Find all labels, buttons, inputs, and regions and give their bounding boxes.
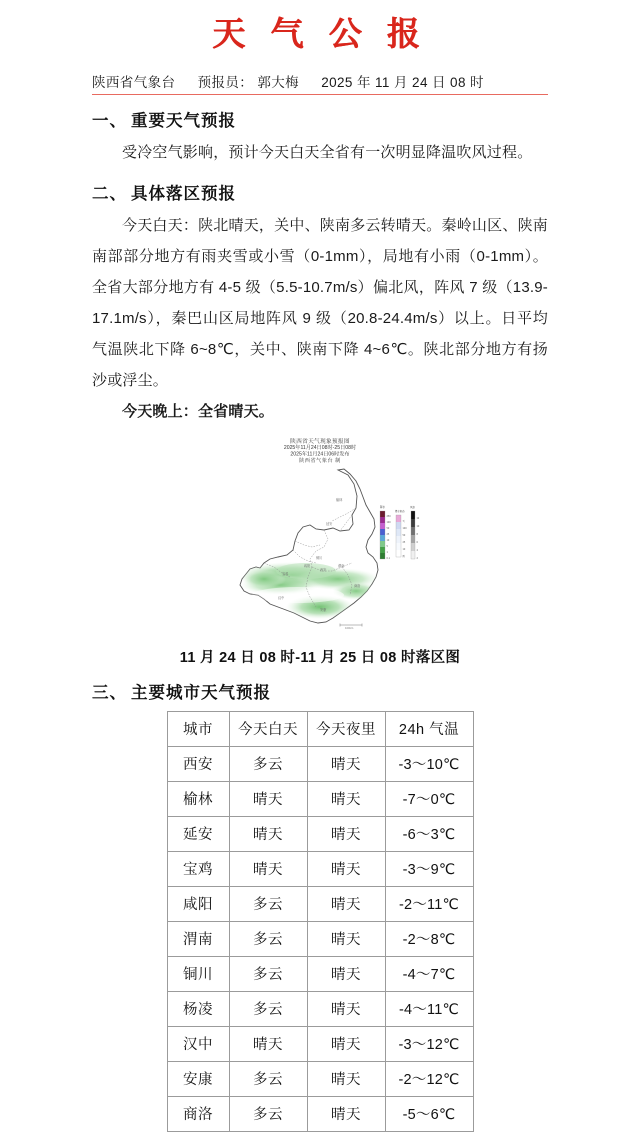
byline-forecaster-label: 预报员： [197, 74, 254, 90]
map-canvas [220, 467, 420, 632]
svg-text:10: 10 [402, 548, 406, 552]
cell-city: 宝鸡 [167, 851, 229, 886]
section-heading-2 [92, 180, 548, 204]
svg-text:延安: 延安 [326, 522, 333, 527]
byline-datetime: 2025 年 11 月 24 日 08 时 [321, 74, 484, 90]
svg-text:1: 1 [386, 551, 388, 555]
svg-text:汉中: 汉中 [278, 596, 285, 601]
table-row [167, 781, 473, 816]
cell-day: 晴天 [229, 851, 307, 886]
legend-wind [410, 505, 420, 560]
table-row [167, 886, 473, 921]
table-row [167, 921, 473, 956]
column-header-daytime: 今天白天 [229, 711, 307, 746]
cell-temp: -2～11℃ [385, 886, 473, 921]
cell-night: 晴天 [307, 851, 385, 886]
map-legend [380, 505, 420, 560]
svg-text:榆林: 榆林 [336, 498, 343, 503]
svg-text:12: 12 [416, 517, 420, 521]
map-container [220, 437, 420, 642]
cell-city: 汉中 [167, 1026, 229, 1061]
svg-text:雨: 雨 [402, 555, 405, 559]
cell-day: 多云 [229, 956, 307, 991]
cell-temp: -4～11℃ [385, 991, 473, 1026]
cell-day: 多云 [229, 921, 307, 956]
svg-text:100km: 100km [345, 627, 354, 631]
section-heading-3 [92, 679, 548, 703]
cell-city: 安康 [167, 1061, 229, 1096]
table-row [167, 851, 473, 886]
page-title: 天 气 公 报 [212, 15, 428, 52]
daytime-forecast-paragraph: 今天白天：陕北晴天，关中、陕南多云转晴天。秦岭山区、陕南南部部分地方有雨夹雪或小雪（0-1mm），局地有小雨（0-1mm）。全省大部分地方有 4-5 级（5.5-10.7m/s）偏北风，阵风 7 级（13.9-17.1m/s），秦巴山区局地阵风 9 级（20.8-24.4m/s）以上。日平均气温陕北下降 6~8℃，关中、陕南下降 4~6℃。陕北部分地方有扬沙或浮尘。 [92, 216, 548, 389]
map-subtitle-period: 2025年11月24日08时-25日08时 [283, 445, 357, 451]
table-row [167, 1061, 473, 1096]
svg-text:100: 100 [386, 521, 391, 525]
cell-city: 延安 [167, 816, 229, 851]
map-scale-bar [340, 624, 362, 631]
svg-text:咸阳: 咸阳 [304, 564, 311, 569]
svg-text:5: 5 [386, 545, 388, 549]
column-header-city: 城市 [167, 711, 229, 746]
section-title-3: 主要城市天气预报 [131, 683, 271, 702]
figure-caption: 11 月 24 日 08 时-11 月 25 日 08 时落区图 [179, 649, 461, 666]
cell-temp: -5～6℃ [385, 1096, 473, 1131]
cell-temp: -7～0℃ [385, 781, 473, 816]
table-row [167, 956, 473, 991]
byline-rule [92, 71, 548, 95]
map-title: 陕西省天气现象预报图 [290, 438, 350, 445]
svg-text:2: 2 [416, 557, 418, 561]
city-forecast-table [167, 711, 474, 1132]
cell-temp: -3～12℃ [385, 1026, 473, 1061]
svg-text:6: 6 [416, 541, 418, 545]
byline [92, 71, 548, 91]
svg-text:铜川: 铜川 [316, 556, 323, 561]
svg-text:0.1: 0.1 [386, 557, 390, 561]
cell-day: 晴天 [229, 1026, 307, 1061]
legend-precip [380, 505, 391, 560]
cell-city: 渭南 [167, 921, 229, 956]
cell-day: 多云 [229, 1061, 307, 1096]
cell-night: 晴天 [307, 1096, 385, 1131]
svg-text:雪: 雪 [402, 520, 405, 524]
precipitation-shading [236, 562, 380, 619]
svg-text:8: 8 [416, 533, 418, 537]
cell-night: 晴天 [307, 1026, 385, 1061]
cell-temp: -3～10℃ [385, 746, 473, 781]
table-row [167, 746, 473, 781]
cell-day: 多云 [229, 1096, 307, 1131]
map-subtitle-issued: 2025年11月24日06时发布 [290, 451, 350, 458]
svg-text:4: 4 [416, 549, 418, 553]
cell-night: 晴天 [307, 1061, 385, 1096]
cell-night: 晴天 [307, 956, 385, 991]
cell-temp: -2～12℃ [385, 1061, 473, 1096]
svg-text:250: 250 [386, 515, 391, 519]
table-header-row [167, 711, 473, 746]
svg-text:安康: 安康 [320, 608, 327, 613]
cell-day: 多云 [229, 746, 307, 781]
svg-text:25: 25 [402, 541, 406, 545]
cell-city: 商洛 [167, 1096, 229, 1131]
cell-city: 咸阳 [167, 886, 229, 921]
svg-text:10: 10 [386, 539, 390, 543]
cell-city: 榆林 [167, 781, 229, 816]
night-forecast-paragraph: 今天晚上：全省晴天。 [122, 402, 275, 420]
svg-text:降水相态: 降水相态 [395, 510, 405, 514]
svg-text:商洛: 商洛 [354, 584, 361, 589]
svg-text:25: 25 [386, 533, 390, 537]
table-row [167, 1026, 473, 1061]
cell-night: 晴天 [307, 886, 385, 921]
cell-city: 西安 [167, 746, 229, 781]
table-row [167, 1096, 473, 1131]
svg-text:50: 50 [386, 527, 390, 531]
map-header-text [228, 438, 412, 465]
cell-temp: -3～9℃ [385, 851, 473, 886]
cell-day: 多云 [229, 886, 307, 921]
section-title-2: 具体落区预报 [131, 184, 236, 203]
cell-night: 晴天 [307, 781, 385, 816]
svg-text:宝鸡: 宝鸡 [282, 572, 289, 577]
byline-agency: 陕西省气象台 [92, 74, 176, 90]
cell-day: 多云 [229, 991, 307, 1026]
section-1-paragraph: 受冷空气影响，预计今天白天全省有一次明显降温吹风过程。 [122, 143, 533, 161]
section-number-1: 一、 [92, 111, 127, 130]
svg-text:10: 10 [416, 525, 420, 529]
cell-city: 铜川 [167, 956, 229, 991]
forecast-map-figure [92, 437, 548, 667]
cell-night: 晴天 [307, 991, 385, 1026]
table-body [167, 746, 473, 1131]
cell-day: 晴天 [229, 781, 307, 816]
cell-city: 杨凌 [167, 991, 229, 1026]
column-header-night: 今天夜里 [307, 711, 385, 746]
map-source: 陕西省气象台 制 [299, 458, 341, 465]
section-title-1: 重要天气预报 [131, 111, 236, 130]
cell-night: 晴天 [307, 816, 385, 851]
svg-text:50: 50 [402, 534, 406, 538]
cell-temp: -6～3℃ [385, 816, 473, 851]
svg-text:降水: 降水 [380, 506, 386, 510]
table-row [167, 816, 473, 851]
cell-temp: -2～8℃ [385, 921, 473, 956]
byline-forecaster-name: 郭大梅 [257, 74, 300, 90]
cell-night: 晴天 [307, 921, 385, 956]
svg-text:100: 100 [402, 527, 407, 531]
section-heading-1 [92, 107, 548, 131]
section-number-3: 三、 [92, 683, 127, 702]
cell-day: 晴天 [229, 816, 307, 851]
legend-phase [395, 509, 407, 558]
column-header-temp: 24h 气温 [385, 711, 473, 746]
cell-night: 晴天 [307, 746, 385, 781]
cell-temp: -4～7℃ [385, 956, 473, 991]
table-row [167, 991, 473, 1026]
svg-text:西安: 西安 [320, 568, 327, 573]
section-number-2: 二、 [92, 184, 127, 203]
svg-text:渭南: 渭南 [338, 564, 345, 569]
svg-text:风速: 风速 [410, 506, 415, 510]
